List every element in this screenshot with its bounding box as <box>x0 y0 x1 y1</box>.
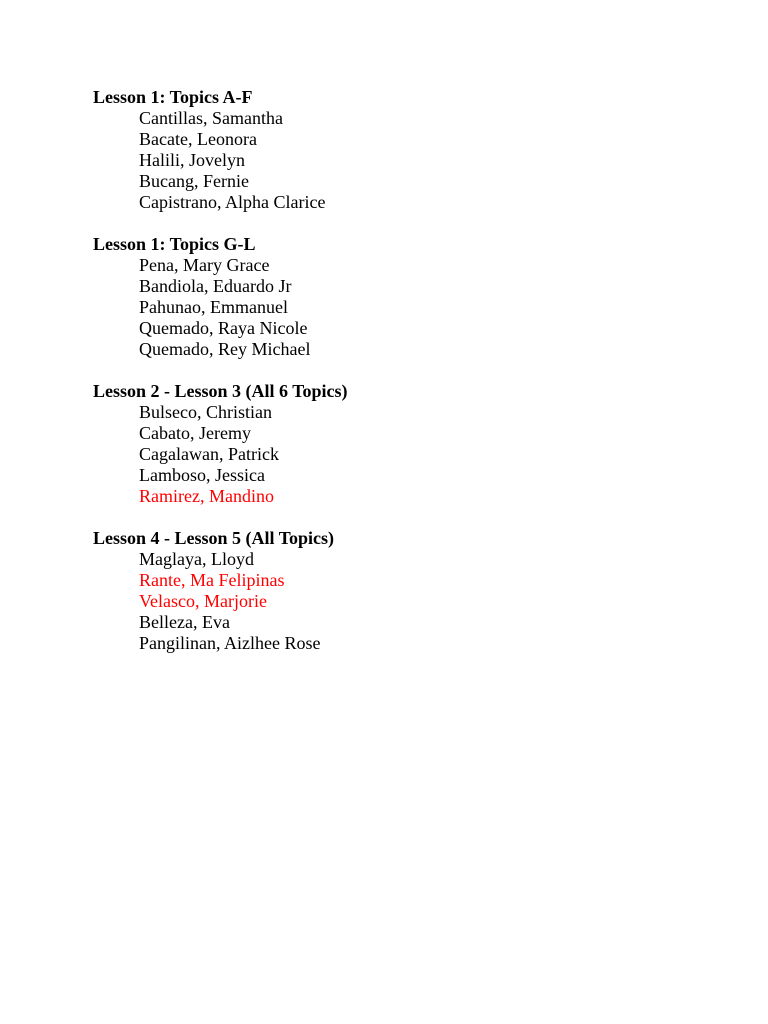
list-item: Cantillas, Samantha <box>139 108 283 128</box>
list-item: Quemado, Raya Nicole <box>139 318 308 338</box>
list-item: Cabato, Jeremy <box>139 423 251 443</box>
list-item: Halili, Jovelyn <box>139 150 245 170</box>
list-item: Bandiola, Eduardo Jr <box>139 276 292 296</box>
list-item: Lamboso, Jessica <box>139 465 265 485</box>
list-item: Pangilinan, Aizlhee Rose <box>139 633 321 653</box>
list-item: Maglaya, Lloyd <box>139 549 254 569</box>
list-item: Cagalawan, Patrick <box>139 444 279 464</box>
lesson-group-4 <box>93 528 733 654</box>
name-list <box>93 108 733 213</box>
name-list <box>93 255 733 360</box>
group-heading: Lesson 2 - Lesson 3 (All 6 Topics) <box>93 381 348 401</box>
list-item: Ramirez, Mandino <box>139 486 274 506</box>
list-item: Pahunao, Emmanuel <box>139 297 288 317</box>
group-heading: Lesson 1: Topics A-F <box>93 87 253 107</box>
group-heading: Lesson 4 - Lesson 5 (All Topics) <box>93 528 335 548</box>
list-item: Bulseco, Christian <box>139 402 272 422</box>
list-item: Bacate, Leonora <box>139 129 257 149</box>
list-item: Velasco, Marjorie <box>139 591 267 611</box>
name-list <box>93 549 733 654</box>
list-item: Pena, Mary Grace <box>139 255 270 275</box>
list-item: Bucang, Fernie <box>139 171 249 191</box>
lesson-group-3 <box>93 381 733 507</box>
list-item: Quemado, Rey Michael <box>139 339 311 359</box>
document-page <box>93 87 733 675</box>
name-list <box>93 402 733 507</box>
list-item: Capistrano, Alpha Clarice <box>139 192 326 212</box>
lesson-group-2 <box>93 234 733 360</box>
list-item: Belleza, Eva <box>139 612 230 632</box>
list-item: Rante, Ma Felipinas <box>139 570 285 590</box>
group-heading: Lesson 1: Topics G-L <box>93 234 256 254</box>
lesson-group-1 <box>93 87 733 213</box>
